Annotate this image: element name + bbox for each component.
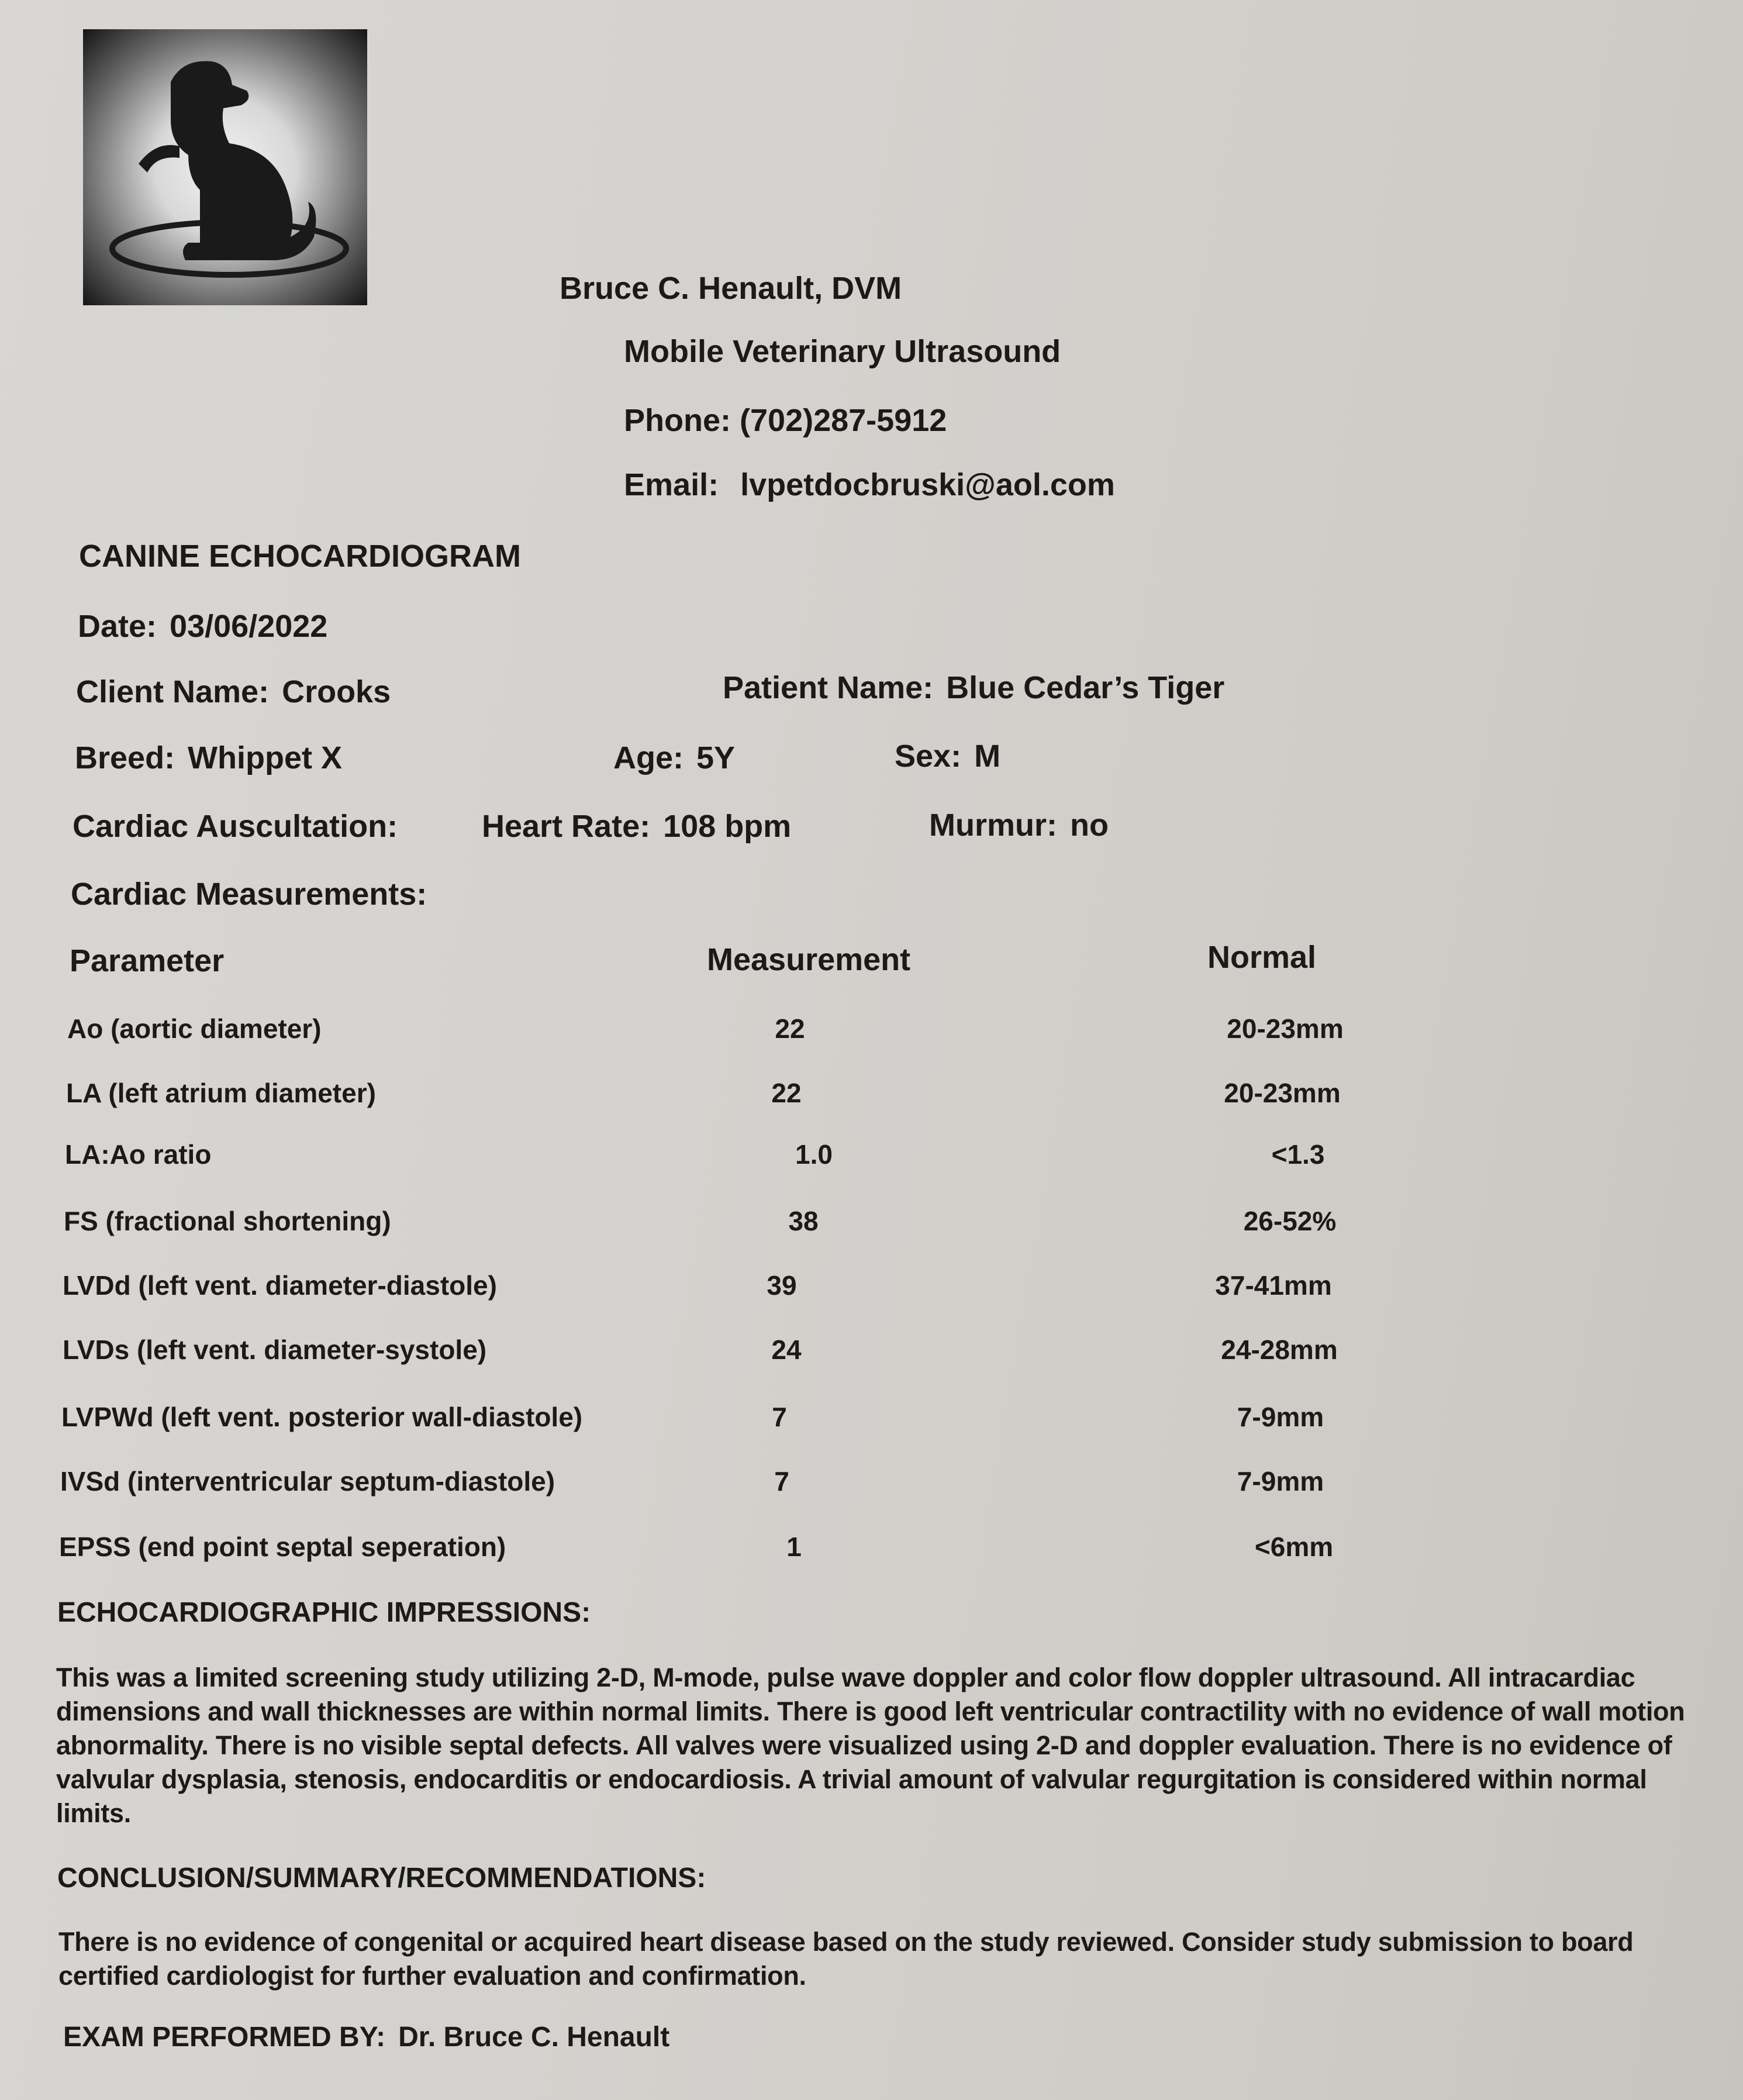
table-cell-measurement: 22 (771, 1078, 802, 1108)
impressions-text: This was a limited screening study utilizing 2-D, M-mode, pulse wave doppler and color flow doppler ultrasound. All intracardiac dimensions and wall thicknesses are within normal limits. There is good left ventricular contractility with no evidence of wall motion abnormality. There is no visible septal defects. All valves were visualized using 2-D and doppler evaluation. There is no evidence of valvular dysplasia, stenosis, endocarditis or endocardiosis. A trivial amount of valvular regurgitation is considered within normal limits. (56, 1663, 1685, 1828)
table-cell-measurement: 39 (767, 1270, 797, 1301)
exam-performer: Dr. Bruce C. Henault (398, 2022, 670, 2053)
phone-value: (702)287-5912 (740, 403, 947, 438)
table-cell-parameter: LVDs (left vent. diameter-systole) (63, 1335, 487, 1365)
table-cell-measurement: 38 (788, 1206, 819, 1236)
date-label: Date: (78, 609, 157, 644)
heart-rate-value: 108 bpm (663, 809, 792, 844)
table-cell-normal: <6mm (1254, 1532, 1334, 1562)
date-field (78, 608, 327, 644)
impressions-heading: ECHOCARDIOGRAPHIC IMPRESSIONS: (57, 1597, 591, 1628)
murmur-field (929, 807, 1109, 843)
sex-value: M (974, 739, 1001, 774)
conclusion-text: There is no evidence of congenital or acquired heart disease based on the study reviewed. Consider study submission to board certified cardiologist for further evaluation and confirmation. (58, 1927, 1634, 1991)
table-cell-parameter: LA:Ao ratio (65, 1139, 212, 1170)
patient-field (723, 670, 1224, 706)
table-cell-parameter: FS (fractional shortening) (64, 1206, 391, 1236)
table-cell-normal: 26-52% (1243, 1206, 1337, 1236)
client-value: Crooks (282, 674, 391, 709)
table-cell-normal: <1.3 (1271, 1139, 1325, 1170)
table-cell-measurement: 7 (772, 1402, 787, 1432)
exam-label: EXAM PERFORMED BY: (63, 2022, 386, 2053)
header-parameter: Parameter (70, 943, 225, 978)
age-label: Age: (613, 740, 684, 775)
breed-field (75, 740, 342, 776)
table-cell-normal: 37-41mm (1215, 1270, 1332, 1301)
table-cell-parameter: EPSS (end point septal seperation) (59, 1532, 506, 1562)
table-cell-parameter: LA (left atrium diameter) (66, 1078, 376, 1108)
measurements-label: Cardiac Measurements: (71, 877, 427, 912)
table-cell-measurement: 1 (786, 1532, 802, 1562)
sex-label: Sex: (895, 739, 962, 774)
age-value: 5Y (696, 740, 736, 775)
table-cell-measurement: 1.0 (795, 1139, 833, 1170)
business-name: Mobile Veterinary Ultrasound (624, 334, 1061, 369)
email-line (624, 467, 1115, 503)
heart-rate-field (482, 808, 791, 844)
table-cell-parameter: LVDd (left vent. diameter-diastole) (63, 1270, 497, 1301)
table-cell-measurement: 7 (774, 1466, 789, 1496)
table-cell-measurement: 24 (771, 1335, 802, 1365)
date-value: 03/06/2022 (170, 609, 328, 644)
header-normal: Normal (1207, 940, 1317, 975)
table-cell-normal: 20-23mm (1224, 1078, 1341, 1108)
phone-label: Phone: (624, 403, 731, 438)
vet-name: Bruce C. Henault, DVM (560, 271, 902, 306)
table-cell-measurement: 22 (775, 1013, 805, 1044)
phone-line (624, 402, 947, 439)
patient-value: Blue Cedar’s Tiger (946, 670, 1225, 705)
email-value: lvpetdocbruski@aol.com (740, 467, 1115, 502)
client-field (76, 674, 391, 710)
breed-label: Breed: (75, 740, 175, 775)
murmur-label: Murmur: (929, 808, 1057, 843)
table-cell-parameter: LVPWd (left vent. posterior wall-diastole) (61, 1402, 583, 1432)
table-cell-parameter: IVSd (interventricular septum-diastole) (60, 1466, 555, 1496)
conclusion-heading: CONCLUSION/SUMMARY/RECOMMENDATIONS: (57, 1863, 706, 1894)
client-label: Client Name: (76, 674, 270, 709)
age-field (613, 740, 735, 776)
heart-rate-label: Heart Rate: (482, 809, 651, 844)
table-cell-parameter: Ao (aortic diameter) (67, 1013, 322, 1044)
murmur-value: no (1069, 808, 1109, 843)
table-cell-normal: 24-28mm (1221, 1335, 1338, 1365)
breed-value: Whippet X (188, 740, 343, 775)
exam-performed-by (63, 2021, 669, 2053)
sex-field (895, 738, 1000, 774)
auscultation-label: Cardiac Auscultation: (73, 809, 398, 844)
report-title: CANINE ECHOCARDIOGRAM (79, 539, 521, 574)
dog-logo-icon (83, 29, 367, 305)
patient-label: Patient Name: (723, 670, 934, 705)
table-cell-normal: 7-9mm (1237, 1402, 1324, 1432)
email-label: Email: (624, 467, 719, 502)
table-cell-normal: 20-23mm (1227, 1013, 1344, 1044)
header-measurement: Measurement (707, 942, 911, 977)
table-cell-normal: 7-9mm (1237, 1466, 1324, 1496)
